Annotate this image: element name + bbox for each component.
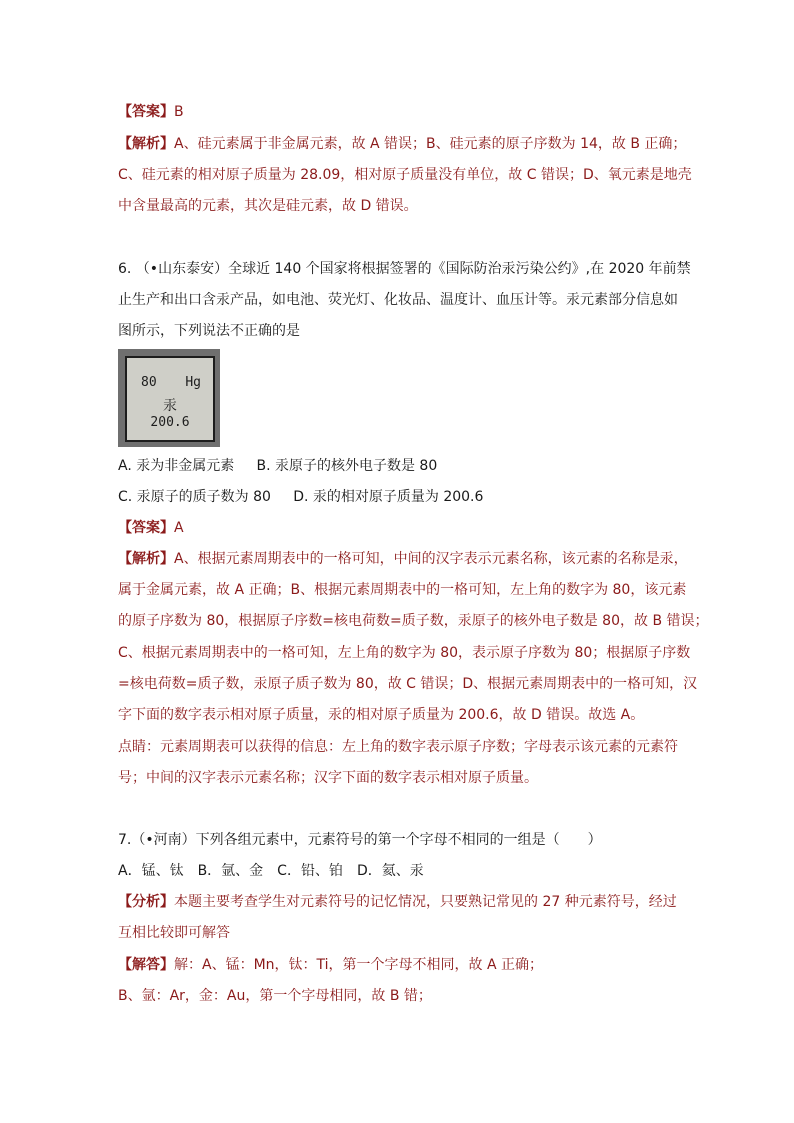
q6-analysis-line-3: 的原子序数为 80，根据原子序数=核电荷数=质子数，汞原子的核外电子数是 80，故 B 错误；	[118, 613, 709, 629]
q6-tip-line-2: 号；中间的汉字表示元素名称；汉字下面的数字表示相对原子质量。	[118, 770, 538, 786]
q6-options-line-2: C. 汞原子的质子数为 80 D. 汞的相对原子质量为 200.6	[118, 489, 484, 505]
q6-answer	[118, 518, 184, 538]
analysis-text: 本题主要考查学生对元素符号的记忆情况，只要熟记常见的 27 种元素符号，经过	[174, 894, 677, 910]
q7-solution-line-1	[118, 955, 543, 975]
element-symbol: Hg	[185, 375, 201, 390]
atomic-number: 80	[141, 375, 157, 390]
analysis-text: A、根据元素周期表中的一格可知，中间的汉字表示元素名称，该元素的名称是汞，	[174, 551, 688, 567]
q7-analysis-line-2: 互相比较即可解答	[118, 925, 230, 941]
q5-answer	[118, 102, 184, 122]
q5-analysis-line-1	[118, 134, 686, 154]
analysis-text: A、硅元素属于非金属元素，故 A 错误；B、硅元素的原子序数为 14，故 B 正确；	[174, 136, 687, 152]
q6-tip-line-1: 点睛：元素周期表可以获得的信息：左上角的数字表示原子序数；字母表示该元素的元素符	[118, 739, 678, 755]
q6-analysis-line-2: 属于金属元素，故 A 正确；B、根据元素周期表中的一格可知，左上角的数字为 80，该元素	[118, 582, 687, 598]
solution-tag: 【解答】	[118, 957, 174, 973]
q7-solution-line-2: B、氩：Ar，金：Au，第一个字母相同，故 B 错；	[118, 988, 432, 1004]
mercury-element-card	[118, 349, 220, 447]
answer-value: A	[174, 520, 184, 536]
q6-stem-line-1: 6. （•山东泰安）全球近 140 个国家将根据签署的《国际防治汞污染公约》,在 2020 年前禁	[118, 261, 691, 277]
answer-value: B	[174, 104, 184, 120]
q7-stem-line-1: 7.（•河南）下列各组元素中，元素符号的第一个字母不相同的一组是（ ）	[118, 832, 602, 848]
analysis-tag: 【解析】	[118, 551, 174, 567]
element-card-header	[141, 375, 201, 390]
q6-stem-line-2: 止生产和出口含汞产品，如电池、荧光灯、化妆品、温度计、血压计等。汞元素部分信息如	[118, 292, 678, 308]
q6-options-line-1: A. 汞为非金属元素 B. 汞原子的核外电子数是 80	[118, 458, 438, 474]
solution-text: 解：A、锰：Mn，钛：Ti，第一个字母不相同，故 A 正确；	[174, 957, 544, 973]
q6-analysis-line-4: C、根据元素周期表中的一格可知，左上角的数字为 80，表示原子序数为 80；根据原子序数	[118, 645, 691, 661]
element-card-frame	[125, 356, 215, 442]
q6-stem-line-3: 图所示，下列说法不正确的是	[118, 323, 300, 339]
element-name: 汞	[163, 398, 177, 414]
q6-analysis-line-6: 字下面的数字表示相对原子质量，汞的相对原子质量为 200.6，故 D 错误。故选 A。	[118, 707, 645, 723]
analysis-tag: 【解析】	[118, 136, 174, 152]
q6-analysis-line-1	[118, 549, 688, 569]
answer-tag: 【答案】	[118, 104, 174, 120]
atomic-mass: 200.6	[150, 415, 190, 430]
q5-analysis-line-3: 中含量最高的元素，其次是硅元素，故 D 错误。	[118, 198, 418, 214]
q6-analysis-line-5: =核电荷数=质子数，汞原子质子数为 80，故 C 错误；D、根据元素周期表中的一格可知，汉	[118, 676, 698, 692]
q5-analysis-line-2: C、硅元素的相对原子质量为 28.09，相对原子质量没有单位，故 C 错误；D、氧元素是地壳	[118, 167, 692, 183]
q7-options-line-1: A．锰、钛 B．氩、金 C．铅、铂 D．氦、汞	[118, 863, 424, 879]
answer-tag: 【答案】	[118, 520, 174, 536]
q7-analysis-line-1	[118, 892, 677, 912]
analysis-tag: 【分析】	[118, 894, 174, 910]
